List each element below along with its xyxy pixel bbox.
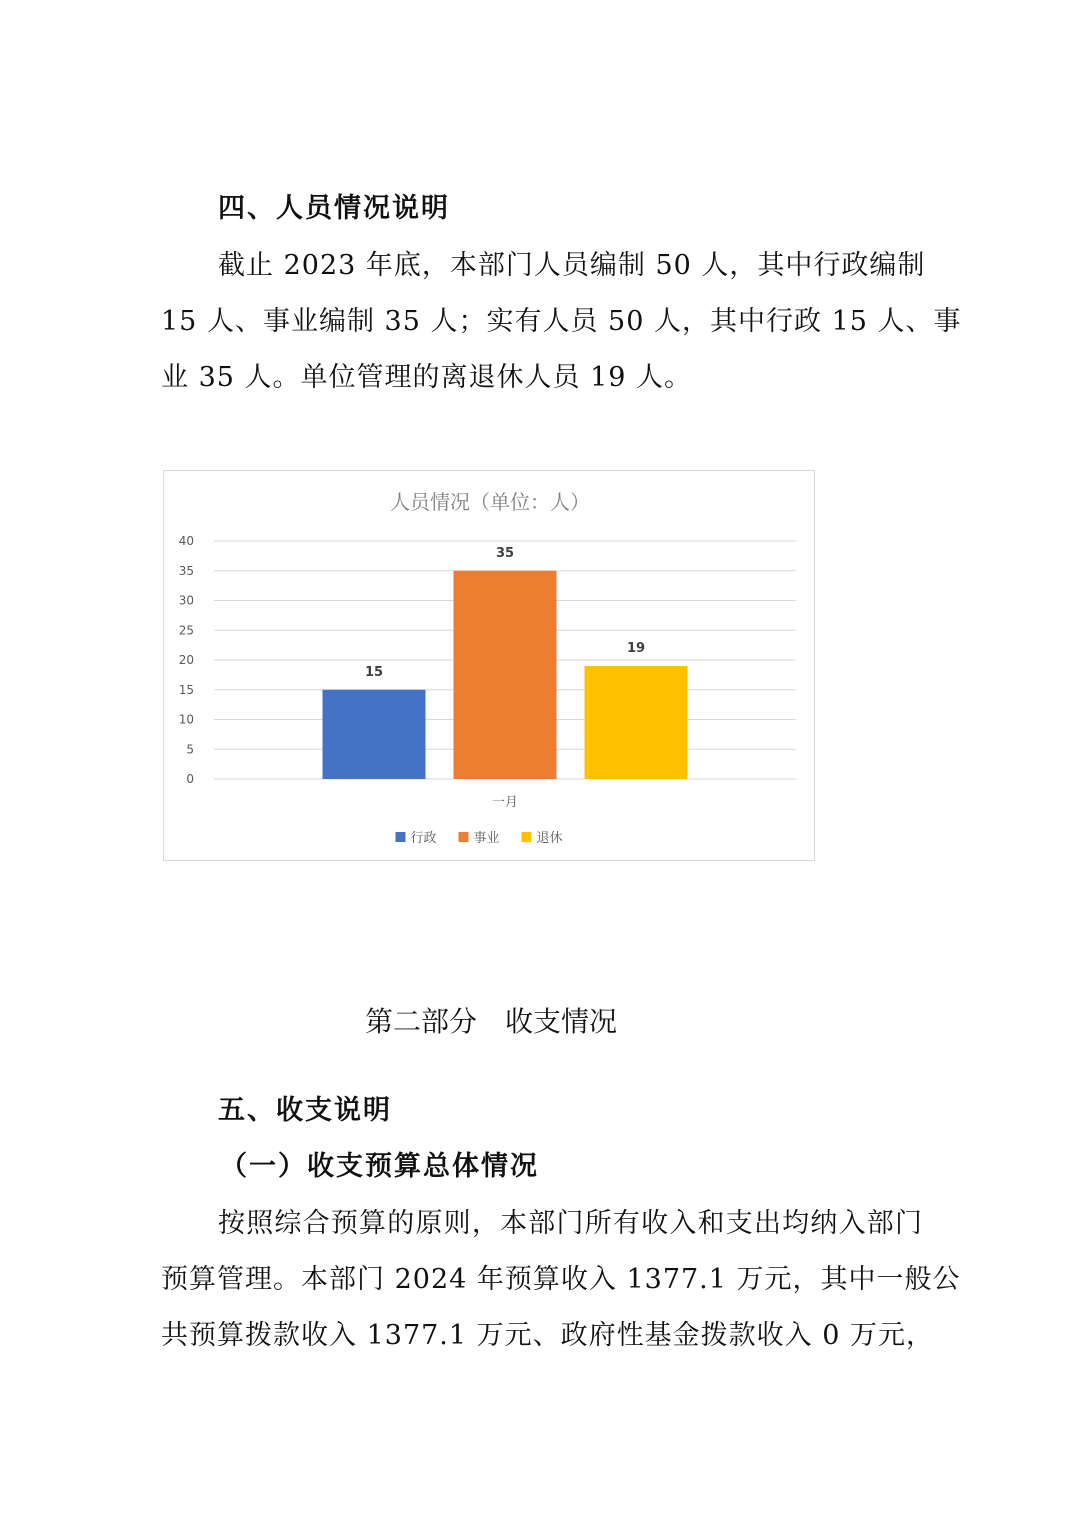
bar-行政: [323, 690, 426, 779]
y-tick-label: 40: [178, 534, 194, 548]
section4-heading: 四、人员情况说明: [218, 193, 450, 224]
chart-canvas: [164, 471, 816, 862]
data-label: 15: [364, 664, 384, 680]
y-tick-label: 15: [178, 682, 194, 697]
y-tick-label: 10: [178, 712, 194, 727]
legend-label: 退休: [536, 831, 563, 846]
y-tick-label: 35: [178, 563, 194, 578]
section5-subheading: （一）收支预算总体情况: [220, 1151, 539, 1182]
paragraph-line: 15 人、事业编制 35 人；实有人员 50 人，其中行政 15 人、事: [161, 306, 962, 337]
legend-swatch: [459, 832, 469, 842]
y-tick-label: 5: [186, 742, 194, 757]
chart-legend: [396, 830, 563, 846]
paragraph-line: 截止 2023 年底，本部门人员编制 50 人，其中行政编制: [218, 250, 926, 281]
paragraph-line: 预算管理。本部门 2024 年预算收入 1377.1 万元，其中一般公: [161, 1264, 961, 1295]
y-tick-label: 30: [178, 593, 194, 608]
x-axis-ticks: [492, 795, 518, 810]
x-tick-label: 一月: [491, 795, 519, 810]
y-axis-ticks: [179, 534, 194, 786]
chart-title: 人员情况（单位：人）: [390, 490, 590, 514]
y-tick-label: 20: [178, 653, 194, 667]
legend-swatch: [396, 832, 406, 842]
section5-heading: 五、收支说明: [218, 1095, 392, 1126]
paragraph-line: 共预算拨款收入 1377.1 万元、政府性基金拨款收入 0 万元，: [161, 1320, 934, 1351]
legend-label: 事业: [473, 831, 500, 846]
y-tick-label: 25: [178, 623, 194, 638]
paragraph-line: 按照综合预算的原则，本部门所有收入和支出均纳入部门: [218, 1208, 923, 1239]
bar-退休: [585, 666, 688, 779]
legend-swatch: [522, 832, 532, 842]
y-tick-label: 0: [186, 772, 194, 786]
paragraph-line: 业 35 人。单位管理的离退休人员 19 人。: [161, 362, 693, 393]
staff-chart: [163, 470, 815, 861]
legend-label: 行政: [410, 831, 437, 846]
data-label: 35: [495, 545, 515, 561]
data-label: 19: [626, 640, 646, 656]
part2-title: 第二部分 收支情况: [364, 1005, 617, 1038]
bar-事业: [454, 571, 557, 779]
